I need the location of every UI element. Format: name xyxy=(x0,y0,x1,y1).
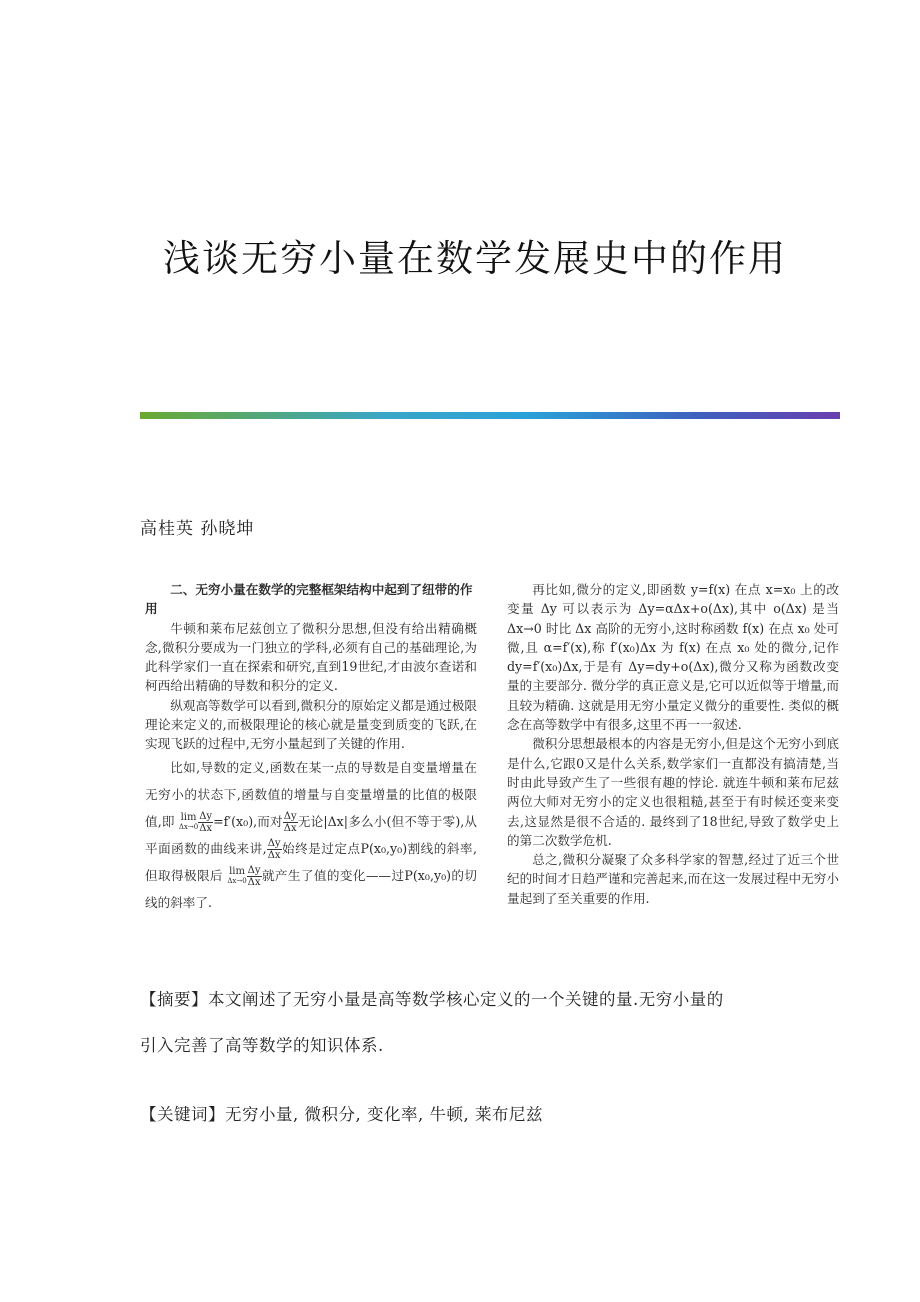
limit-expression xyxy=(227,867,246,885)
right-paragraph-1: 再比如,微分的定义,即函数 y=f(x) 在点 x=x₀ 上的改变量 Δy 可以表示为 Δy=αΔx+o(Δx),其中 o(Δx) 是当 Δx→0 时比 Δx 高阶的无穷小,这时称函数 f(x) 在点 x₀ 处可微,且 α=f′(x),称 f′(x₀)Δx 为 f(x) 在点 x₀ 处的微分,记作 dy=f′(x₀)Δx,于是有 Δy=dy+o(Δx),微分又称为函数改变量的主要部分. 微分学的真正意义是,它可以近似等于增量,而且较为精确. 这就是用无穷小量定义微分的重要性. 类似的概念在高等数学中有很多,这里不再一一叙述. xyxy=(507,582,839,733)
text-segment: 始终是过定点P(x₀,y₀)割线的斜率,但取得极限后 xyxy=(145,840,477,883)
fraction xyxy=(267,838,282,861)
text-segment: 就产生了值的变化——过P(x₀,y₀)的切线的斜率了. xyxy=(145,867,478,910)
lim-subscript: Δx→0 xyxy=(178,823,199,832)
fraction-denominator: Δx xyxy=(283,822,297,834)
section-heading: 二、无穷小量在数学的完整框架结构中起到了纽带的作用 xyxy=(145,582,473,617)
limit-expression xyxy=(179,813,198,831)
text-segment: =f′(x₀),而对 xyxy=(213,813,283,829)
fraction-denominator: Δx xyxy=(267,849,281,861)
right-column xyxy=(507,580,839,908)
left-column xyxy=(145,580,477,916)
right-paragraph-2: 微积分思想最根本的内容是无穷小,但是这个无穷小到底是什么,它跟0又是什么关系,数学家们一直都没有搞清楚,当时由此导致产生了一些很有趣的悖论. 就连牛顿和莱布尼兹两位大师对无穷小的定义也很粗糙,甚至于有时候还变来变去,这显然是很不合适的. 最终到了18世纪,导致了数学史上的第二次数学危机. xyxy=(507,736,839,848)
fraction-numerator: Δy xyxy=(267,837,281,849)
authors: 高桂英 孙晓坤 xyxy=(140,519,255,539)
left-paragraph-3 xyxy=(145,754,477,916)
fraction-denominator: Δx xyxy=(199,822,213,834)
page-title: 浅谈无穷小量在数学发展史中的作用 xyxy=(163,237,787,280)
abstract-line-2: 引入完善了高等数学的知识体系. xyxy=(140,1036,384,1055)
abstract-line-1: 【摘要】本文阐述了无穷小量是高等数学核心定义的一个关键的量.无穷小量的 xyxy=(140,990,724,1009)
lim-label: lim xyxy=(229,866,245,878)
text-segment: 无论|Δx|多么小(但不等于零),从平面函数的曲线来讲, xyxy=(145,813,477,856)
fraction-numerator: Δy xyxy=(247,864,261,876)
lim-label: lim xyxy=(180,812,197,824)
text-segment: 比如,导数的定义,函数在某一点的导数是自变量增量在无穷小的状态下,函数值的增量与自变量增量的比值的极限值,即 xyxy=(145,759,477,829)
fraction-denominator: Δx xyxy=(247,876,261,888)
fraction xyxy=(198,811,213,834)
gradient-divider xyxy=(140,412,840,419)
right-paragraph-3: 总之,微积分凝聚了众多科学家的智慧,经过了近三个世纪的时间才日趋严谨和完善起来,而在这一发展过程中无穷小量起到了至关重要的作用. xyxy=(507,852,839,906)
lim-subscript: Δx→0 xyxy=(227,877,247,886)
left-paragraph-2: 纵观高等数学可以看到,微积分的原始定义都是通过极限理论来定义的,而极限理论的核心就是量变到质变的飞跃,在实现飞跃的过程中,无穷小量起到了关键的作用. xyxy=(145,697,477,752)
fraction xyxy=(247,865,262,888)
keywords: 【关键词】无穷小量, 微积分, 变化率, 牛顿, 莱布尼兹 xyxy=(140,1105,543,1124)
fraction xyxy=(283,811,298,834)
fraction-numerator: Δy xyxy=(199,810,213,822)
left-paragraph-1: 牛顿和莱布尼兹创立了微积分思想,但没有给出精确概念,微积分要成为一门独立的学科,必须有自己的基础理论,为此科学家们一直在探索和研究,直到19世纪,才由波尔查诺和柯西给出精确的导数和积分的定义. xyxy=(145,620,477,694)
fraction-numerator: Δy xyxy=(283,810,297,822)
